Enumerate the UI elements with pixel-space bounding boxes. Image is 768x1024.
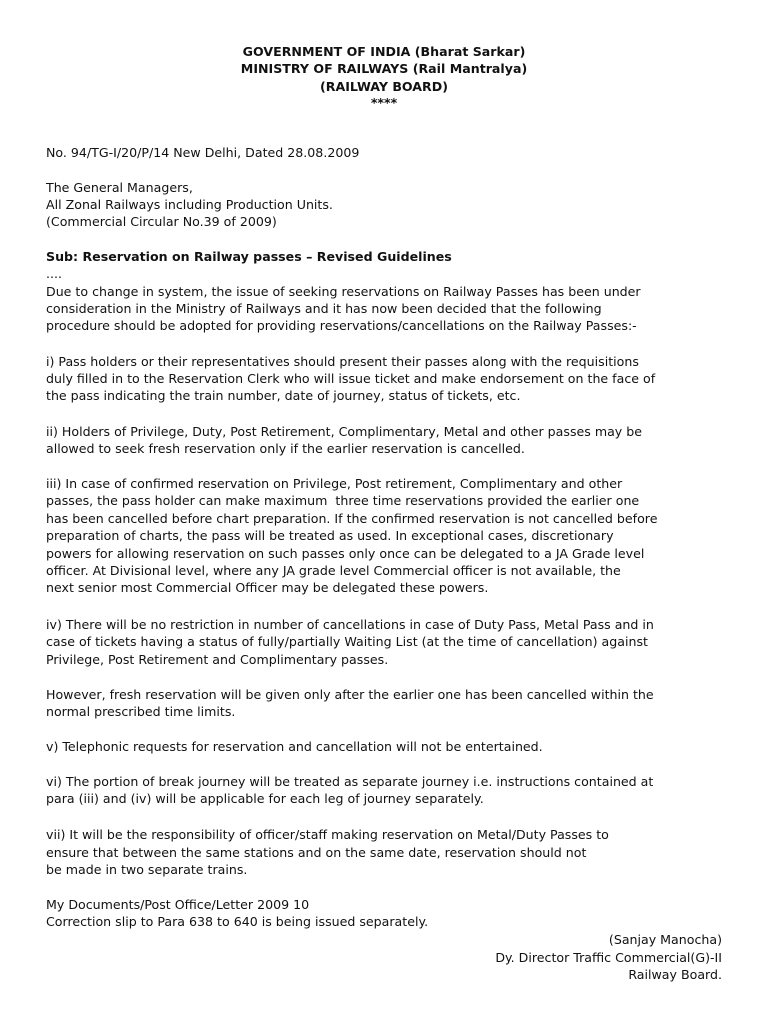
addressee-line-1: The General Managers, (46, 180, 193, 195)
signature-name: (Sanjay Manocha) (608, 932, 722, 947)
subject-line: Sub: Reservation on Railway passes – Revised Guidelines (46, 249, 452, 264)
intro-line: procedure should be adopted for providing reservations/cancellations on the Railway Passes:- (46, 318, 637, 333)
header-stars: **** (370, 95, 398, 110)
para-however-line: normal prescribed time limits. (46, 704, 236, 719)
header-board: (RAILWAY BOARD) (320, 79, 448, 94)
para-i-line: i) Pass holders or their representatives should present their passes along with the requisitions (46, 354, 639, 369)
para-vii-line: be made in two separate trains. (46, 862, 248, 877)
footer-file-path: My Documents/Post Office/Letter 2009 10 (46, 897, 310, 912)
para-vii-line: ensure that between the same stations and on the same date, reservation should not (46, 845, 587, 860)
addressee-line-2: All Zonal Railways including Production Units. (46, 197, 333, 212)
intro-line: Due to change in system, the issue of seeking reservations on Railway Passes has been under (46, 284, 641, 299)
para-iv-line: case of tickets having a status of fully/partially Waiting List (at the time of cancellation) against (46, 634, 648, 649)
intro-line: consideration in the Ministry of Railways and it has now been decided that the following (46, 301, 602, 316)
para-iii-line: passes, the pass holder can make maximum three time reservations provided the earlier one (46, 493, 640, 508)
signature-office: Railway Board. (628, 967, 722, 982)
para-iv-line: Privilege, Post Retirement and Complimentary passes. (46, 652, 389, 667)
para-vi-line: para (iii) and (iv) will be applicable for each leg of journey separately. (46, 791, 484, 806)
para-iii-line: preparation of charts, the pass will be treated as used. In exceptional cases, discretionary (46, 528, 614, 543)
para-iv-line: iv) There will be no restriction in number of cancellations in case of Duty Pass, Metal Pass and in (46, 617, 654, 632)
para-iii-line: powers for allowing reservation on such passes only once can be delegated to a JA Grade level (46, 546, 645, 561)
para-i-line: duly filled in to the Reservation Clerk who will issue ticket and make endorsement on the face of (46, 371, 656, 386)
para-iii-line: next senior most Commercial Officer may be delegated these powers. (46, 580, 489, 595)
signature-designation: Dy. Director Traffic Commercial(G)-II (495, 950, 722, 965)
reference-number: No. 94/TG-I/20/P/14 New Delhi, Dated 28.08.2009 (46, 145, 360, 160)
para-iii-line: has been cancelled before chart preparation. If the confirmed reservation is not cancelled before (46, 511, 658, 526)
para-vi-line: vi) The portion of break journey will be treated as separate journey i.e. instructions contained at (46, 774, 654, 789)
para-iii-line: officer. At Divisional level, where any JA grade level Commercial officer is not available, the (46, 563, 621, 578)
header-government: GOVERNMENT OF INDIA (Bharat Sarkar) (242, 44, 526, 59)
para-iii-line: iii) In case of confirmed reservation on Privilege, Post retirement, Complimentary and other (46, 476, 623, 491)
addressee-line-3: (Commercial Circular No.39 of 2009) (46, 214, 277, 229)
para-ii-line: ii) Holders of Privilege, Duty, Post Retirement, Complimentary, Metal and other passes may be (46, 424, 643, 439)
footer-correction-note: Correction slip to Para 638 to 640 is being issued separately. (46, 914, 429, 929)
para-however-line: However, fresh reservation will be given only after the earlier one has been cancelled within the (46, 687, 654, 702)
para-vii-line: vii) It will be the responsibility of officer/staff making reservation on Metal/Duty Passes to (46, 827, 609, 842)
subject-dots: .... (46, 266, 63, 281)
para-ii-line: allowed to seek fresh reservation only if the earlier reservation is cancelled. (46, 441, 525, 456)
para-v-line: v) Telephonic requests for reservation and cancellation will not be entertained. (46, 739, 543, 754)
header-ministry: MINISTRY OF RAILWAYS (Rail Mantralya) (240, 61, 528, 76)
para-i-line: the pass indicating the train number, date of journey, status of tickets, etc. (46, 388, 521, 403)
